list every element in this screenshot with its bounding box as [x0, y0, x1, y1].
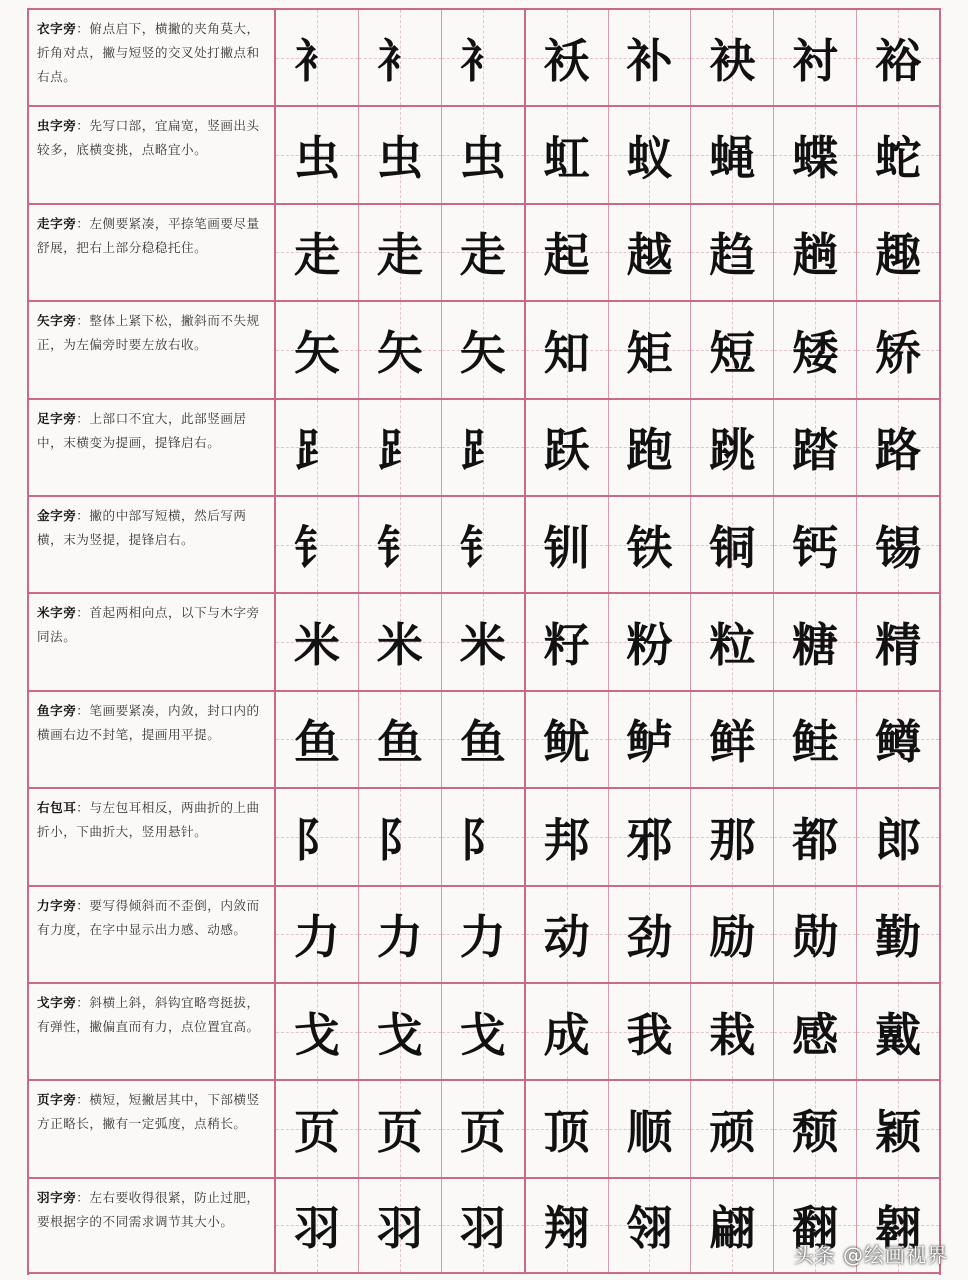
- character-glyph: 翱: [875, 1201, 922, 1256]
- character-glyph: 蛇: [875, 131, 922, 186]
- example-char-cell: [609, 107, 692, 202]
- example-char-cell: [526, 692, 609, 787]
- character-glyph: 踏: [792, 423, 839, 478]
- example-char-cell: [857, 302, 939, 397]
- example-char-cell: [774, 205, 857, 300]
- radical-description: [29, 10, 276, 105]
- example-char-cell: [609, 594, 692, 689]
- character-glyph: 精: [875, 618, 922, 673]
- example-char-cell: [774, 497, 857, 592]
- character-glyph: 都: [792, 812, 839, 867]
- radical-row: [29, 300, 939, 397]
- example-char-cell: [774, 789, 857, 884]
- example-char-cell: [691, 205, 774, 300]
- example-char-cell: [774, 400, 857, 495]
- radical-practice-cell: [442, 205, 526, 300]
- radical-tip: ：撇的中部写短横，然后写两横，末为竖提，提锋启右。: [37, 507, 247, 547]
- example-char-cell: [609, 10, 692, 105]
- character-glyph: 鱼: [376, 715, 423, 770]
- example-char-cell: [691, 594, 774, 689]
- character-glyph: 走: [376, 228, 423, 283]
- example-char-cell: [774, 887, 857, 982]
- character-glyph: 戈: [459, 1007, 506, 1062]
- radical-practice-cell: [359, 1081, 442, 1176]
- radical-practice-cell: [359, 692, 442, 787]
- radical-name: 足字旁: [37, 410, 77, 426]
- character-glyph: 钅: [459, 520, 506, 575]
- character-glyph: 虫: [459, 131, 506, 186]
- example-char-cell: [857, 205, 939, 300]
- character-glyph: 铁: [626, 520, 673, 575]
- character-glyph: 力: [459, 910, 506, 965]
- radical-name: 羽字旁: [37, 1189, 77, 1205]
- character-glyph: 袄: [543, 33, 590, 88]
- character-glyph: 蝶: [792, 131, 839, 186]
- radical-practice-cell: [442, 887, 526, 982]
- radical-description: [29, 400, 276, 495]
- character-glyph: 勋: [792, 910, 839, 965]
- radical-practice-cell: [276, 497, 359, 592]
- radical-practice-cell: [442, 692, 526, 787]
- example-char-cell: [609, 984, 692, 1079]
- radical-practice-cell: [442, 1081, 526, 1176]
- character-glyph: 顽: [709, 1104, 756, 1159]
- radical-name: 米字旁: [37, 605, 77, 621]
- radical-name: 金字旁: [37, 507, 77, 523]
- character-glyph: ⻊: [459, 423, 506, 478]
- character-glyph: 阝: [459, 812, 506, 867]
- character-glyph: 顺: [626, 1104, 673, 1159]
- radical-tip: ：要写得倾斜而不歪倒，内敛而有力度，在字中显示出力感、动感。: [37, 897, 260, 937]
- character-glyph: 劲: [626, 910, 673, 965]
- example-char-cell: [609, 887, 692, 982]
- character-glyph: 走: [459, 228, 506, 283]
- example-char-cell: [857, 400, 939, 495]
- character-glyph: 邦: [543, 812, 590, 867]
- example-char-cell: [609, 302, 692, 397]
- radical-practice-cell: [276, 1081, 359, 1176]
- character-glyph: 钏: [543, 520, 590, 575]
- radical-practice-cell: [359, 1179, 442, 1272]
- radical-row: [29, 105, 939, 202]
- radical-row: [29, 203, 939, 300]
- character-glyph: 鲈: [626, 715, 673, 770]
- character-glyph: 阝: [293, 812, 340, 867]
- character-glyph: 鱼: [293, 715, 340, 770]
- radical-practice-cell: [359, 594, 442, 689]
- radical-row: [29, 885, 939, 982]
- example-char-cell: [857, 692, 939, 787]
- character-glyph: 糖: [792, 618, 839, 673]
- character-glyph: 翎: [626, 1201, 673, 1256]
- radical-row: [29, 592, 939, 689]
- example-char-cell: [526, 107, 609, 202]
- example-char-cell: [691, 887, 774, 982]
- radical-practice-cell: [276, 1179, 359, 1272]
- character-glyph: 栽: [709, 1007, 756, 1062]
- radical-practice-cell: [359, 205, 442, 300]
- example-char-cell: [774, 10, 857, 105]
- radical-description: [29, 789, 276, 884]
- character-glyph: 阝: [376, 812, 423, 867]
- radical-practice-cell: [359, 400, 442, 495]
- character-glyph: 虹: [543, 131, 590, 186]
- character-glyph: 袂: [709, 33, 756, 88]
- character-glyph: 虫: [293, 131, 340, 186]
- radical-name: 页字旁: [37, 1092, 77, 1108]
- character-glyph: 钅: [376, 520, 423, 575]
- character-glyph: 趣: [875, 228, 922, 283]
- example-char-cell: [526, 594, 609, 689]
- character-glyph: 顶: [543, 1104, 590, 1159]
- character-glyph: 跳: [709, 423, 756, 478]
- radical-description: [29, 1081, 276, 1176]
- character-glyph: 我: [626, 1007, 673, 1062]
- character-glyph: 蝇: [709, 131, 756, 186]
- example-char-cell: [609, 205, 692, 300]
- radical-tip: ：与左包耳相反，两曲折的上曲折小，下曲折大，竖用悬针。: [37, 800, 260, 840]
- character-glyph: 页: [376, 1104, 423, 1159]
- radical-tip: ：斜横上斜，斜钩宜略弯挺拔，有弹性，撇偏直而有力，点位置宜高。: [37, 994, 260, 1034]
- radical-tip: ：首起两相向点，以下与木字旁同法。: [37, 605, 260, 645]
- radical-practice-cell: [442, 302, 526, 397]
- character-glyph: 页: [459, 1104, 506, 1159]
- example-char-cell: [526, 1081, 609, 1176]
- radical-practice-cell: [276, 400, 359, 495]
- character-glyph: 励: [709, 910, 756, 965]
- radical-row: [29, 982, 939, 1079]
- example-char-cell: [691, 400, 774, 495]
- character-glyph: 衤: [459, 33, 506, 88]
- radical-row: [29, 787, 939, 884]
- example-char-cell: [691, 984, 774, 1079]
- example-char-cell: [691, 692, 774, 787]
- radical-description: [29, 205, 276, 300]
- radical-practice-cell: [276, 692, 359, 787]
- example-char-cell: [774, 984, 857, 1079]
- character-glyph: 短: [709, 325, 756, 380]
- example-char-cell: [526, 789, 609, 884]
- radical-practice-cell: [276, 594, 359, 689]
- character-glyph: 米: [376, 618, 423, 673]
- character-glyph: 鲜: [709, 715, 756, 770]
- example-char-cell: [857, 107, 939, 202]
- example-char-cell: [691, 10, 774, 105]
- example-char-cell: [857, 1081, 939, 1176]
- copybook-sheet: [27, 8, 941, 1275]
- character-glyph: 羽: [293, 1201, 340, 1256]
- character-glyph: 邪: [626, 812, 673, 867]
- radical-practice-cell: [442, 1179, 526, 1272]
- radical-practice-cell: [276, 789, 359, 884]
- radical-description: [29, 1179, 276, 1272]
- character-glyph: 矮: [792, 325, 839, 380]
- character-glyph: 鱿: [543, 715, 590, 770]
- radical-name: 鱼字旁: [37, 702, 77, 718]
- radical-practice-cell: [276, 984, 359, 1079]
- character-glyph: 衬: [792, 33, 839, 88]
- radical-description: [29, 302, 276, 397]
- character-glyph: 戈: [376, 1007, 423, 1062]
- character-glyph: 矢: [376, 325, 423, 380]
- radical-practice-cell: [276, 107, 359, 202]
- character-glyph: 颓: [792, 1104, 839, 1159]
- radical-practice-cell: [442, 497, 526, 592]
- radical-description: [29, 692, 276, 787]
- character-glyph: 矩: [626, 325, 673, 380]
- radical-description: [29, 497, 276, 592]
- radical-practice-cell: [442, 400, 526, 495]
- radical-description: [29, 107, 276, 202]
- character-glyph: 越: [626, 228, 673, 283]
- radical-name: 右包耳: [37, 800, 77, 816]
- example-char-cell: [609, 497, 692, 592]
- radical-tip: ：先写口部，宜扁宽，竖画出头较多，底横变挑，点略宜小。: [37, 118, 260, 158]
- character-glyph: 戴: [875, 1007, 922, 1062]
- radical-row: [29, 398, 939, 495]
- radical-name: 虫字旁: [37, 118, 77, 134]
- example-char-cell: [857, 984, 939, 1079]
- character-glyph: 钙: [792, 520, 839, 575]
- example-char-cell: [526, 984, 609, 1079]
- character-glyph: 页: [293, 1104, 340, 1159]
- character-glyph: 力: [376, 910, 423, 965]
- radical-row: [29, 690, 939, 787]
- character-glyph: 裕: [875, 33, 922, 88]
- example-char-cell: [691, 1081, 774, 1176]
- character-glyph: 矢: [459, 325, 506, 380]
- example-char-cell: [526, 10, 609, 105]
- character-glyph: 虫: [376, 131, 423, 186]
- character-glyph: 籽: [543, 618, 590, 673]
- radical-practice-cell: [442, 594, 526, 689]
- radical-practice-cell: [442, 984, 526, 1079]
- character-glyph: 动: [543, 910, 590, 965]
- example-char-cell: [857, 594, 939, 689]
- example-char-cell: [774, 692, 857, 787]
- character-glyph: 趋: [709, 228, 756, 283]
- character-glyph: 跑: [626, 423, 673, 478]
- radical-tip: ：上部口不宜大，此部竖画居中，末横变为提画，提锋启右。: [37, 410, 247, 450]
- character-glyph: 起: [543, 228, 590, 283]
- example-char-cell: [526, 302, 609, 397]
- example-char-cell: [526, 1179, 609, 1272]
- radical-description: [29, 594, 276, 689]
- example-char-cell: [774, 302, 857, 397]
- character-glyph: 趟: [792, 228, 839, 283]
- character-glyph: 矢: [293, 325, 340, 380]
- character-glyph: 感: [792, 1007, 839, 1062]
- character-glyph: 翩: [709, 1201, 756, 1256]
- character-glyph: 翔: [543, 1201, 590, 1256]
- example-char-cell: [857, 497, 939, 592]
- example-char-cell: [857, 789, 939, 884]
- radical-name: 力字旁: [37, 897, 77, 913]
- radical-practice-cell: [276, 887, 359, 982]
- radical-tip: ：笔画要紧凑，内敛，封口内的横画右边不封笔，提画用平提。: [37, 702, 260, 742]
- radical-name: 衣字旁: [37, 21, 77, 36]
- radical-tip: ：整体上紧下松，撇斜而不失规正，为左偏旁时要左放右收。: [37, 313, 260, 353]
- example-char-cell: [609, 1081, 692, 1176]
- radical-description: [29, 984, 276, 1079]
- character-glyph: 衤: [376, 33, 423, 88]
- character-glyph: 钅: [293, 520, 340, 575]
- radical-name: 矢字旁: [37, 313, 77, 329]
- example-char-cell: [609, 692, 692, 787]
- radical-practice-cell: [359, 887, 442, 982]
- radical-practice-cell: [276, 302, 359, 397]
- character-glyph: 勤: [875, 910, 922, 965]
- radical-practice-cell: [276, 10, 359, 105]
- character-glyph: 跃: [543, 423, 590, 478]
- radical-tip: ：俯点启下，横撇的夹角莫大，折角对点，撇与短竖的交叉处打撇点和右点。: [37, 21, 260, 84]
- character-glyph: 矫: [875, 325, 922, 380]
- character-glyph: 郎: [875, 812, 922, 867]
- character-glyph: 鳟: [875, 715, 922, 770]
- radical-row: [29, 495, 939, 592]
- example-char-cell: [609, 1179, 692, 1272]
- character-glyph: 锡: [875, 520, 922, 575]
- character-glyph: ⻊: [376, 423, 423, 478]
- example-char-cell: [691, 302, 774, 397]
- character-glyph: 力: [293, 910, 340, 965]
- character-glyph: 米: [293, 618, 340, 673]
- character-glyph: 羽: [376, 1201, 423, 1256]
- example-char-cell: [609, 789, 692, 884]
- radical-practice-cell: [276, 205, 359, 300]
- example-char-cell: [774, 594, 857, 689]
- radical-name: 走字旁: [37, 215, 77, 231]
- character-glyph: 走: [293, 228, 340, 283]
- example-char-cell: [691, 1179, 774, 1272]
- watermark: 头条 @绘画视界: [793, 1243, 948, 1267]
- character-glyph: 米: [459, 618, 506, 673]
- example-char-cell: [691, 789, 774, 884]
- example-char-cell: [691, 497, 774, 592]
- radical-practice-cell: [359, 984, 442, 1079]
- radical-practice-cell: [359, 497, 442, 592]
- radical-tip: ：横短，短撇居其中，下部横竖方正略长，撇有一定弧度，点稍长。: [37, 1092, 260, 1132]
- example-char-cell: [857, 10, 939, 105]
- example-char-cell: [609, 400, 692, 495]
- character-glyph: 铜: [709, 520, 756, 575]
- character-glyph: 鱼: [459, 715, 506, 770]
- character-glyph: 蚁: [626, 131, 673, 186]
- character-glyph: ⻊: [293, 423, 340, 478]
- example-char-cell: [526, 205, 609, 300]
- radical-row: [29, 1079, 939, 1176]
- example-char-cell: [526, 887, 609, 982]
- example-char-cell: [857, 887, 939, 982]
- radical-row: [29, 8, 939, 105]
- character-glyph: 鲑: [792, 715, 839, 770]
- character-glyph: 路: [875, 423, 922, 478]
- radical-practice-cell: [442, 10, 526, 105]
- character-glyph: 粉: [626, 618, 673, 673]
- character-glyph: 成: [543, 1007, 590, 1062]
- radical-practice-cell: [442, 789, 526, 884]
- character-glyph: 那: [709, 812, 756, 867]
- character-glyph: 颖: [875, 1104, 922, 1159]
- character-glyph: 衤: [293, 33, 340, 88]
- character-glyph: 粒: [709, 618, 756, 673]
- radical-practice-cell: [359, 10, 442, 105]
- radical-practice-cell: [442, 107, 526, 202]
- character-glyph: 戈: [293, 1007, 340, 1062]
- character-glyph: 知: [543, 325, 590, 380]
- radical-tip: ：左侧要紧凑，平捺笔画要尽量舒展，把右上部分稳稳托住。: [37, 215, 260, 255]
- radical-practice-cell: [359, 302, 442, 397]
- example-char-cell: [691, 107, 774, 202]
- radical-practice-cell: [359, 789, 442, 884]
- radical-tip: ：左右要收得很紧，防止过肥，要根据字的不同需求调节其大小。: [37, 1189, 260, 1229]
- example-char-cell: [526, 400, 609, 495]
- radical-practice-cell: [359, 107, 442, 202]
- character-glyph: 翻: [792, 1201, 839, 1256]
- example-char-cell: [774, 1081, 857, 1176]
- example-char-cell: [774, 107, 857, 202]
- character-glyph: 补: [626, 33, 673, 88]
- radical-name: 戈字旁: [37, 994, 77, 1010]
- character-glyph: 羽: [459, 1201, 506, 1256]
- radical-description: [29, 887, 276, 982]
- example-char-cell: [526, 497, 609, 592]
